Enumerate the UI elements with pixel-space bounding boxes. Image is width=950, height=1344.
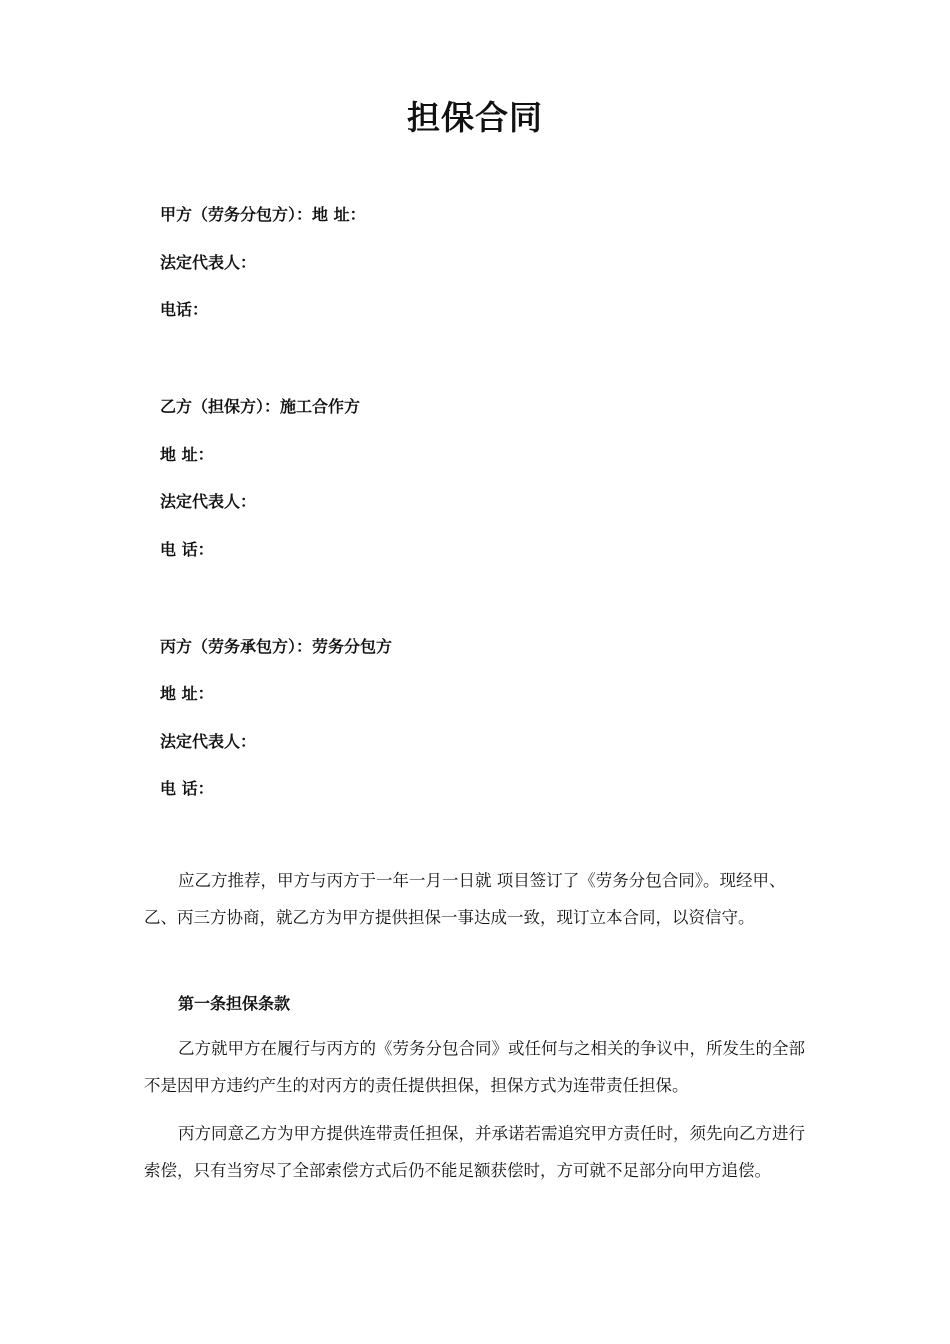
party-a-name-line: 甲方（劳务分包方）：地 址： xyxy=(160,205,366,224)
party-c-address: 地 址： xyxy=(160,684,214,703)
document-title: 担保合同 xyxy=(407,98,543,137)
article-1-paragraph-2: 丙方同意乙方为甲方提供连带责任担保，并承诺若需追究甲方责任时，须先向乙方进行 索偿，只有当穷尽了全部索偿方式后仍不能足额获偿时，方可就不足部分向甲方追偿。 xyxy=(144,1124,805,1180)
party-b-legal-rep: 法定代表人： xyxy=(160,492,257,511)
party-a-legal-rep: 法定代表人： xyxy=(160,253,257,272)
party-b-address: 地 址： xyxy=(160,445,214,464)
party-b-name-line: 乙方（担保方）：施工合作方 xyxy=(160,397,361,416)
party-c-name-line: 丙方（劳务承包方）：劳务分包方 xyxy=(160,637,393,656)
article-1-heading: 第一条担保条款 xyxy=(178,994,291,1013)
party-a-phone: 电话： xyxy=(160,300,209,319)
party-c-phone: 电 话： xyxy=(160,779,214,798)
party-b-phone: 电 话： xyxy=(160,540,214,559)
preamble-paragraph: 应乙方推荐，甲方与丙方于一年一月一日就 项目签订了《劳务分包合同》。现经甲、乙、丙三方协商，就乙方为甲方提供担保一事达成一致，现订立本合同，以资信守。 xyxy=(144,871,786,927)
party-c-legal-rep: 法定代表人： xyxy=(160,732,257,751)
article-1-paragraph-1: 乙方就甲方在履行与丙方的《劳务分包合同》或任何与之相关的争议中，所发生的全部 不是因甲方违约产生的对丙方的责任提供担保，担保方式为连带责任担保。 xyxy=(144,1039,805,1095)
